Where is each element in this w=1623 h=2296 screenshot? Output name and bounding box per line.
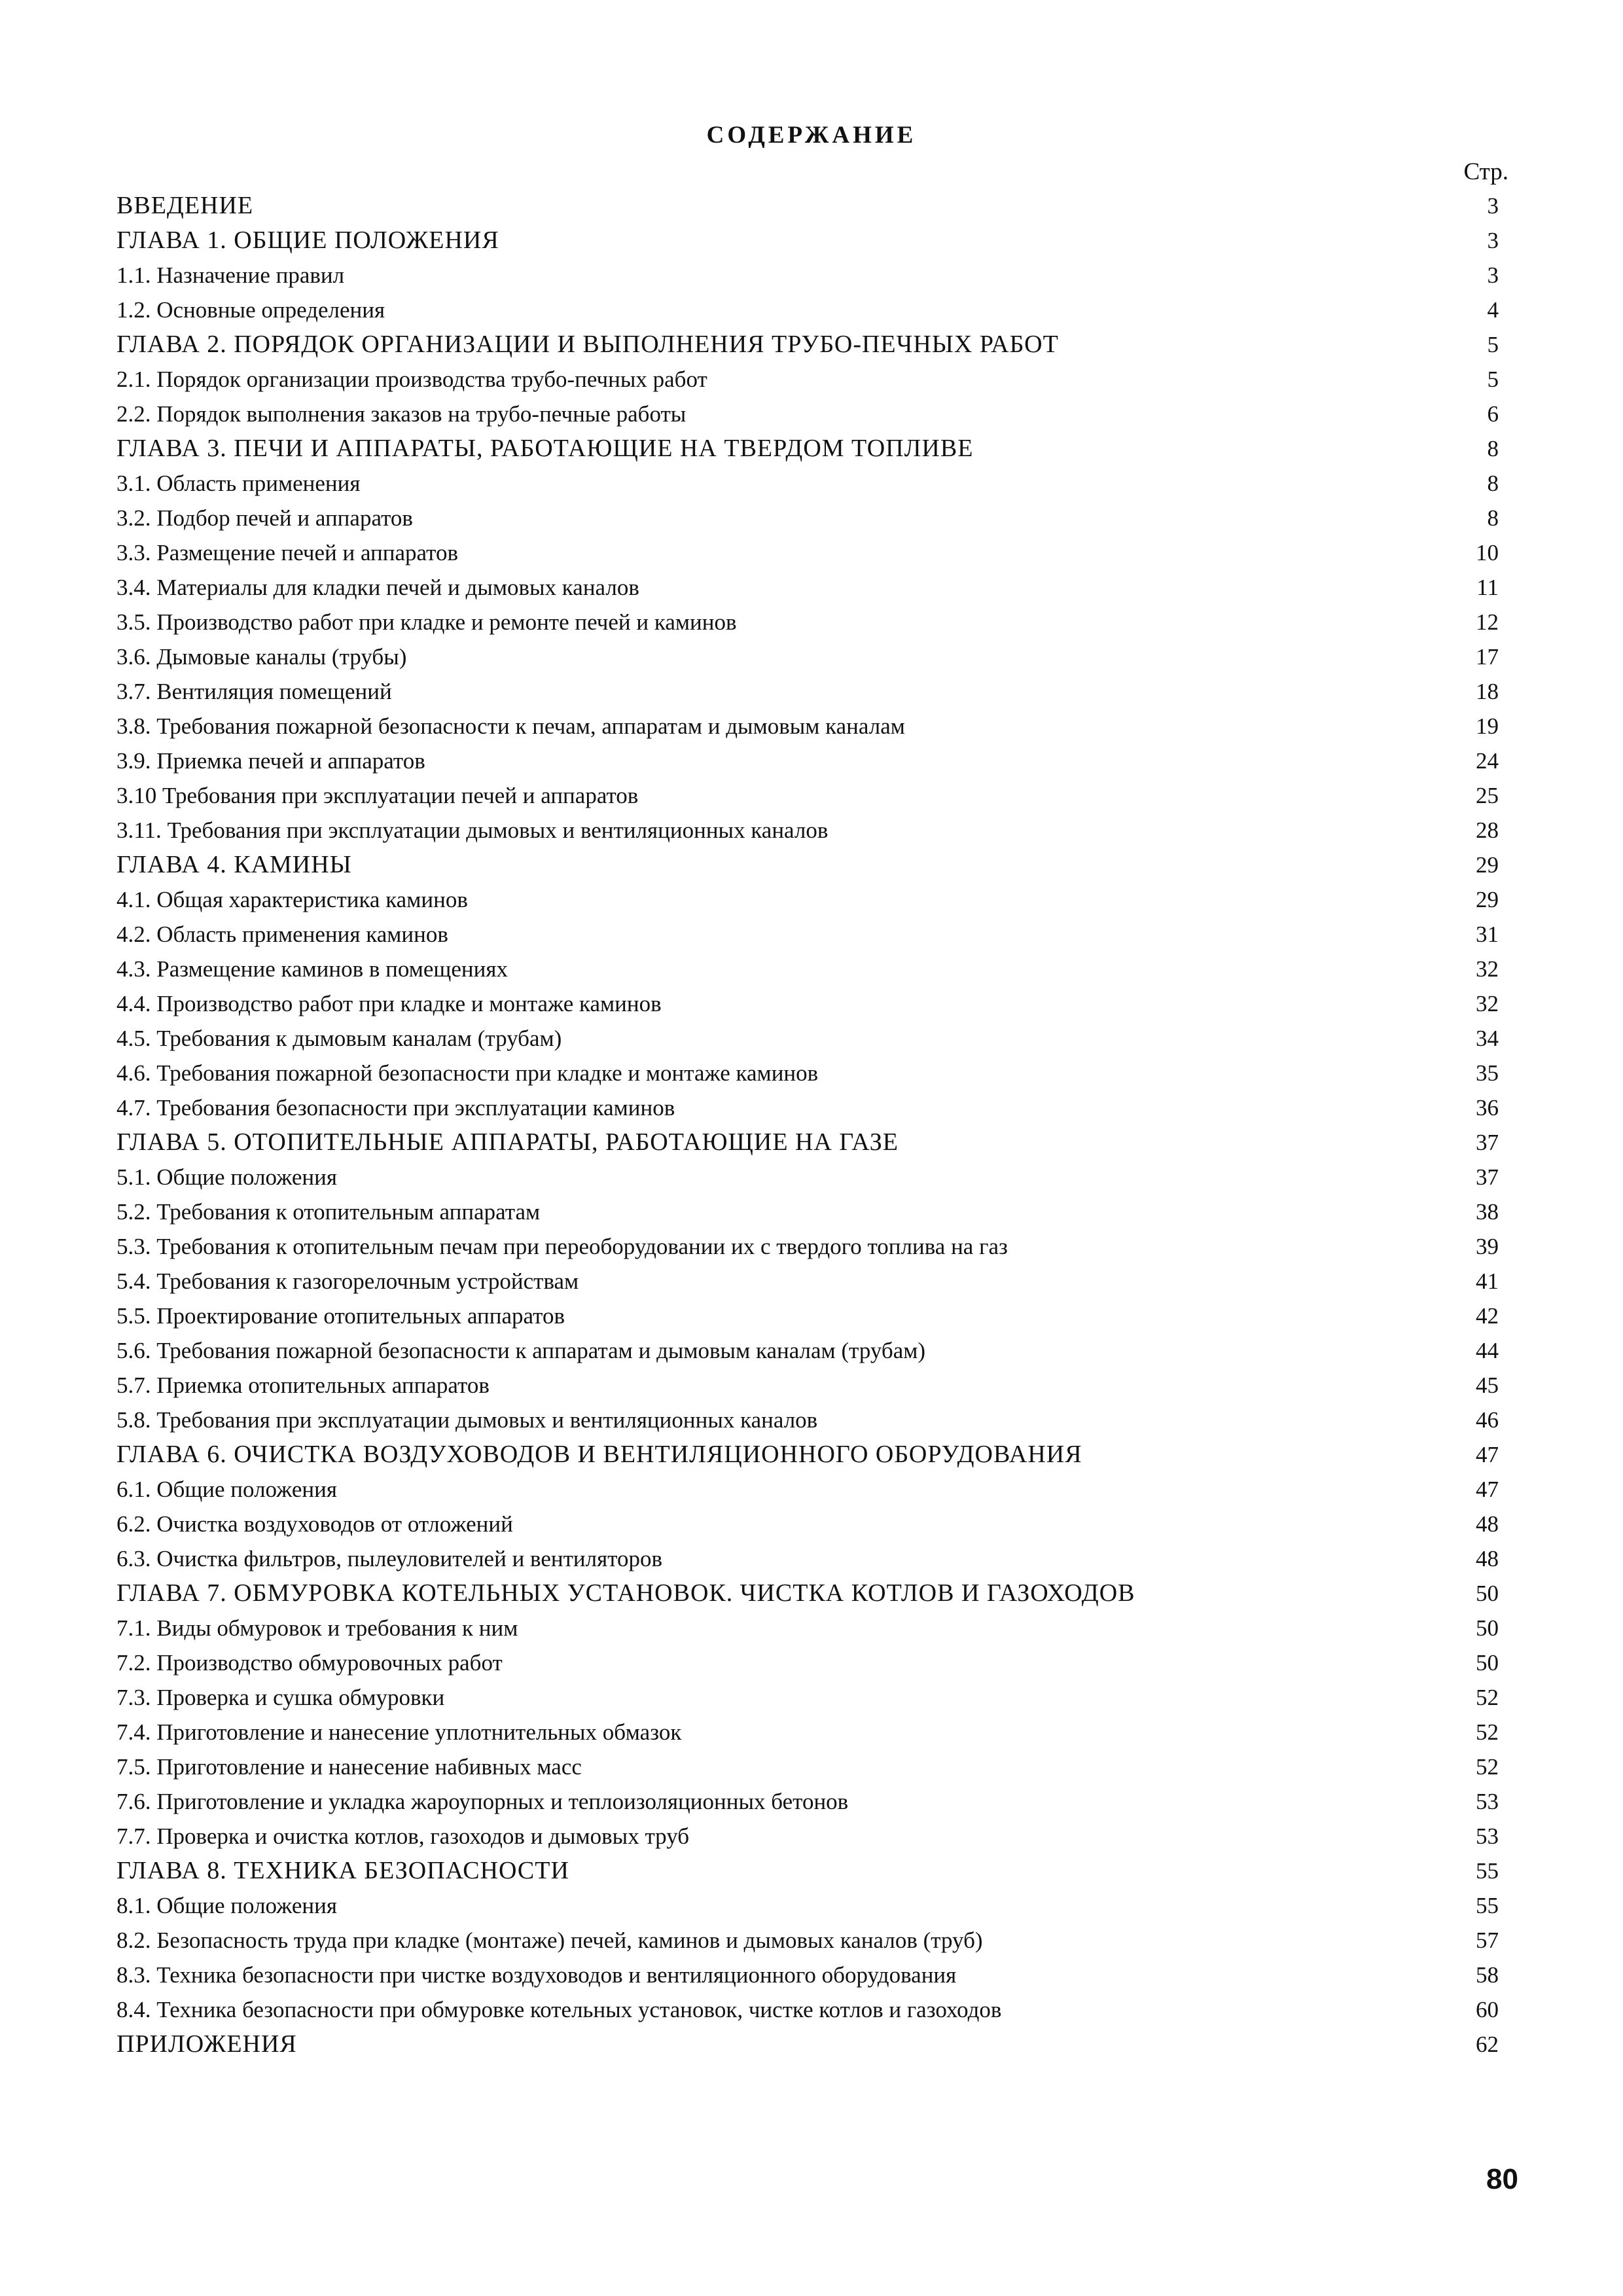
toc-entry-title: 7.5. Приготовление и нанесение набивных масс	[116, 1754, 582, 1780]
toc-entry-title: ГЛАВА 7. ОБМУРОВКА КОТЕЛЬНЫХ УСТАНОВОК. ЧИСТКА КОТЛОВ И ГАЗОХОДОВ	[116, 1579, 1135, 1607]
toc-entry-page: 57	[1476, 1928, 1499, 1953]
toc-entry-title: 3.10 Требования при эксплуатации печей и аппаратов	[116, 783, 639, 808]
toc-entry-page: 36	[1476, 1095, 1499, 1121]
toc-section-row	[116, 778, 1499, 813]
toc-chapter-row	[116, 2027, 1499, 2062]
toc-entry-title: 3.11. Требования при эксплуатации дымовых и вентиляционных каналов	[116, 817, 829, 843]
toc-entry-page: 29	[1476, 887, 1499, 912]
toc-entry-title: ГЛАВА 8. ТЕХНИКА БЕЗОПАСНОСТИ	[116, 1857, 569, 1884]
toc-section-row	[116, 744, 1499, 778]
toc-section-row	[116, 1160, 1499, 1194]
toc-entry-title: 6.1. Общие положения	[116, 1477, 337, 1502]
toc-section-row	[116, 1472, 1499, 1507]
toc-section-row	[116, 1333, 1499, 1368]
toc-section-row	[116, 882, 1499, 917]
toc-entry-page: 48	[1476, 1546, 1499, 1571]
toc-entry-page: 48	[1476, 1511, 1499, 1537]
toc-section-row	[116, 570, 1499, 605]
toc-section-row	[116, 501, 1499, 535]
toc-section-row	[116, 1229, 1499, 1264]
toc-entry-title: 3.8. Требования пожарной безопасности к печам, аппаратам и дымовым каналам	[116, 713, 905, 739]
toc-entry-page: 5	[1487, 332, 1499, 357]
toc-section-row	[116, 917, 1499, 952]
toc-entry-title: 4.1. Общая характеристика каминов	[116, 887, 468, 912]
toc-entry-page: 34	[1476, 1026, 1499, 1051]
toc-section-row	[116, 1923, 1499, 1958]
toc-entry-page: 62	[1476, 2032, 1499, 2057]
toc-section-row	[116, 1299, 1499, 1333]
toc-section-row	[116, 709, 1499, 744]
toc-chapter-row	[116, 431, 1499, 466]
toc-section-row	[116, 1611, 1499, 1645]
page-title: СОДЕРЖАНИЕ	[706, 122, 917, 149]
toc-section-row	[116, 1368, 1499, 1403]
toc-entry-title: ПРИЛОЖЕНИЯ	[116, 2030, 297, 2058]
toc-entry-page: 32	[1476, 956, 1499, 982]
toc-section-row	[116, 1264, 1499, 1299]
toc-entry-page: 37	[1476, 1164, 1499, 1190]
page-number: 80	[1486, 2163, 1518, 2195]
toc-section-row	[116, 397, 1499, 431]
toc-section-row	[116, 1819, 1499, 1854]
toc-entry-title: 5.6. Требования пожарной безопасности к аппаратам и дымовым каналам (трубам)	[116, 1338, 926, 1363]
toc-entry-page: 53	[1476, 1823, 1499, 1849]
toc-entry-page: 28	[1476, 817, 1499, 843]
toc-entry-page: 47	[1476, 1442, 1499, 1467]
toc-entry-title: 1.2. Основные определения	[116, 297, 385, 323]
toc-section-row	[116, 952, 1499, 986]
toc-section-row	[116, 605, 1499, 639]
toc-entry-page: 19	[1476, 713, 1499, 739]
toc-entry-page: 35	[1476, 1060, 1499, 1086]
toc-entry-title: 5.1. Общие положения	[116, 1164, 337, 1190]
toc-section-row	[116, 1888, 1499, 1923]
toc-entry-page: 29	[1476, 852, 1499, 878]
toc-entry-page: 3	[1487, 228, 1499, 253]
toc-section-row	[116, 639, 1499, 674]
toc-entry-page: 5	[1487, 367, 1499, 392]
toc-entry-page: 47	[1476, 1477, 1499, 1502]
toc-entry-title: 4.5. Требования к дымовым каналам (трубам)	[116, 1026, 562, 1051]
toc-entry-title: 3.6. Дымовые каналы (трубы)	[116, 644, 407, 670]
toc-entry-title: ГЛАВА 2. ПОРЯДОК ОРГАНИЗАЦИИ И ВЫПОЛНЕНИЯ ТРУБО-ПЕЧНЫХ РАБОТ	[116, 331, 1059, 358]
toc-entry-page: 8	[1487, 471, 1499, 496]
toc-entry-title: 4.6. Требования пожарной безопасности при кладке и монтаже каминов	[116, 1060, 819, 1086]
toc-entry-title: 7.4. Приготовление и нанесение уплотнительных обмазок	[116, 1719, 682, 1745]
toc-section-row	[116, 1784, 1499, 1819]
toc-entry-title: 6.3. Очистка фильтров, пылеуловителей и вентиляторов	[116, 1546, 663, 1571]
toc-entry-page: 8	[1487, 505, 1499, 531]
toc-entry-page: 8	[1487, 436, 1499, 461]
toc-entry-title: 4.7. Требования безопасности при эксплуатации каминов	[116, 1095, 675, 1121]
toc-chapter-row	[116, 327, 1499, 362]
toc-entry-page: 55	[1476, 1858, 1499, 1884]
toc-entry-title: ВВЕДЕНИЕ	[116, 192, 254, 219]
toc-entry-title: 5.4. Требования к газогорелочным устройствам	[116, 1268, 579, 1294]
toc-entry-title: 8.1. Общие положения	[116, 1893, 337, 1918]
toc-chapter-row	[116, 1576, 1499, 1611]
toc-entry-title: 5.8. Требования при эксплуатации дымовых и вентиляционных каналов	[116, 1407, 818, 1433]
toc-entry-title: 7.7. Проверка и очистка котлов, газоходов и дымовых труб	[116, 1823, 690, 1849]
toc-entry-title: 2.2. Порядок выполнения заказов на трубо-печные работы	[116, 401, 687, 427]
toc-entry-title: 3.2. Подбор печей и аппаратов	[116, 505, 413, 531]
toc-entry-page: 6	[1487, 401, 1499, 427]
toc-entry-title: 7.6. Приготовление и укладка жароупорных и теплоизоляционных бетонов	[116, 1789, 849, 1814]
toc-section-row	[116, 1056, 1499, 1090]
toc-entry-title: 7.3. Проверка и сушка обмуровки	[116, 1685, 445, 1710]
toc-entry-page: 55	[1476, 1893, 1499, 1918]
toc-entry-title: 7.2. Производство обмуровочных работ	[116, 1650, 503, 1676]
toc-entry-page: 38	[1476, 1199, 1499, 1225]
toc-section-row	[116, 1958, 1499, 1992]
toc-entry-page: 46	[1476, 1407, 1499, 1433]
toc-chapter-row	[116, 223, 1499, 258]
toc-entry-title: 6.2. Очистка воздуховодов от отложений	[116, 1511, 513, 1537]
toc-entry-page: 52	[1476, 1719, 1499, 1745]
toc-entry-title: ГЛАВА 1. ОБЩИЕ ПОЛОЖЕНИЯ	[116, 226, 499, 254]
toc-section-row	[116, 1194, 1499, 1229]
toc-entry-page: 31	[1476, 922, 1499, 947]
toc-entry-title: 3.9. Приемка печей и аппаратов	[116, 748, 425, 774]
toc-entry-title: 5.5. Проектирование отопительных аппаратов	[116, 1303, 565, 1329]
toc-section-row	[116, 535, 1499, 570]
toc-chapter-row	[116, 1437, 1499, 1472]
toc-entry-title: 7.1. Виды обмуровок и требования к ним	[116, 1615, 518, 1641]
toc-entry-title: 3.5. Производство работ при кладке и ремонте печей и каминов	[116, 609, 737, 635]
toc-section-row	[116, 986, 1499, 1021]
toc-entry-title: 8.3. Техника безопасности при чистке воздуховодов и вентиляционного оборудования	[116, 1962, 957, 1988]
toc-entry-page: 42	[1476, 1303, 1499, 1329]
toc-entry-page: 24	[1476, 748, 1499, 774]
toc-chapter-row	[116, 1854, 1499, 1888]
toc-entry-page: 4	[1487, 297, 1499, 323]
toc-entry-page: 25	[1476, 783, 1499, 808]
toc-section-row	[116, 466, 1499, 501]
toc-entry-page: 37	[1476, 1130, 1499, 1155]
toc-entry-page: 60	[1476, 1997, 1499, 2022]
toc-entry-title: 3.4. Материалы для кладки печей и дымовых каналов	[116, 575, 639, 600]
toc-entry-page: 3	[1487, 193, 1499, 219]
toc-section-row	[116, 362, 1499, 397]
toc-entry-page: 41	[1476, 1268, 1499, 1294]
toc-entry-page: 18	[1476, 679, 1499, 704]
toc-entry-title: 5.3. Требования к отопительным печам при переоборудовании их с твердого топлива на газ	[116, 1234, 1008, 1259]
toc-section-row	[116, 1090, 1499, 1125]
toc-entry-page: 58	[1476, 1962, 1499, 1988]
toc-section-row	[116, 1992, 1499, 2027]
toc-chapter-row	[116, 848, 1499, 882]
toc-entry-title: 5.7. Приемка отопительных аппаратов	[116, 1372, 490, 1398]
toc-entry-title: 1.1. Назначение правил	[116, 262, 345, 288]
toc-entry-page: 17	[1476, 644, 1499, 670]
toc-section-row	[116, 674, 1499, 709]
toc-entry-page: 53	[1476, 1789, 1499, 1814]
toc-section-row	[116, 293, 1499, 327]
toc-entry-page: 52	[1476, 1754, 1499, 1780]
toc-entry-title: 3.1. Область применения	[116, 471, 361, 496]
toc-entry-page: 11	[1476, 575, 1499, 600]
table-of-contents	[116, 188, 1499, 2062]
toc-entry-title: 5.2. Требования к отопительным аппаратам	[116, 1199, 541, 1225]
toc-entry-title: ГЛАВА 5. ОТОПИТЕЛЬНЫЕ АППАРАТЫ, РАБОТАЮЩИЕ НА ГАЗЕ	[116, 1128, 899, 1156]
toc-entry-title: 4.4. Производство работ при кладке и монтаже каминов	[116, 991, 662, 1016]
toc-entry-title: 4.3. Размещение каминов в помещениях	[116, 956, 508, 982]
toc-entry-title: 8.2. Безопасность труда при кладке (монтаже) печей, каминов и дымовых каналов (труб)	[116, 1928, 983, 1953]
page-column-header: Стр.	[1463, 158, 1508, 185]
toc-entry-page: 32	[1476, 991, 1499, 1016]
toc-section-row	[116, 1021, 1499, 1056]
toc-entry-title: 4.2. Область применения каминов	[116, 922, 448, 947]
toc-section-row	[116, 1749, 1499, 1784]
toc-entry-title: ГЛАВА 3. ПЕЧИ И АППАРАТЫ, РАБОТАЮЩИЕ НА ТВЕРДОМ ТОПЛИВЕ	[116, 435, 974, 462]
toc-section-row	[116, 1403, 1499, 1437]
toc-entry-page: 44	[1476, 1338, 1499, 1363]
toc-entry-page: 10	[1476, 540, 1499, 565]
toc-entry-title: ГЛАВА 6. ОЧИСТКА ВОЗДУХОВОДОВ И ВЕНТИЛЯЦИОННОГО ОБОРУДОВАНИЯ	[116, 1441, 1082, 1468]
toc-entry-page: 50	[1476, 1615, 1499, 1641]
toc-entry-title: 3.7. Вентиляция помещений	[116, 679, 392, 704]
toc-chapter-row	[116, 188, 1499, 223]
toc-entry-page: 50	[1476, 1581, 1499, 1606]
toc-entry-page: 45	[1476, 1372, 1499, 1398]
toc-section-row	[116, 1680, 1499, 1715]
toc-section-row	[116, 1715, 1499, 1749]
toc-entry-title: 2.1. Порядок организации производства трубо-печных работ	[116, 367, 707, 392]
toc-section-row	[116, 1645, 1499, 1680]
toc-section-row	[116, 813, 1499, 848]
toc-entry-page: 3	[1487, 262, 1499, 288]
toc-entry-page: 39	[1476, 1234, 1499, 1259]
toc-entry-title: 8.4. Техника безопасности при обмуровке котельных установок, чистке котлов и газоходов	[116, 1997, 1002, 2022]
toc-entry-page: 50	[1476, 1650, 1499, 1676]
toc-section-row	[116, 1541, 1499, 1576]
toc-entry-page: 52	[1476, 1685, 1499, 1710]
toc-entry-page: 12	[1476, 609, 1499, 635]
toc-entry-title: 3.3. Размещение печей и аппаратов	[116, 540, 459, 565]
toc-entry-title: ГЛАВА 4. КАМИНЫ	[116, 851, 352, 878]
toc-section-row	[116, 1507, 1499, 1541]
toc-section-row	[116, 258, 1499, 293]
toc-chapter-row	[116, 1125, 1499, 1160]
